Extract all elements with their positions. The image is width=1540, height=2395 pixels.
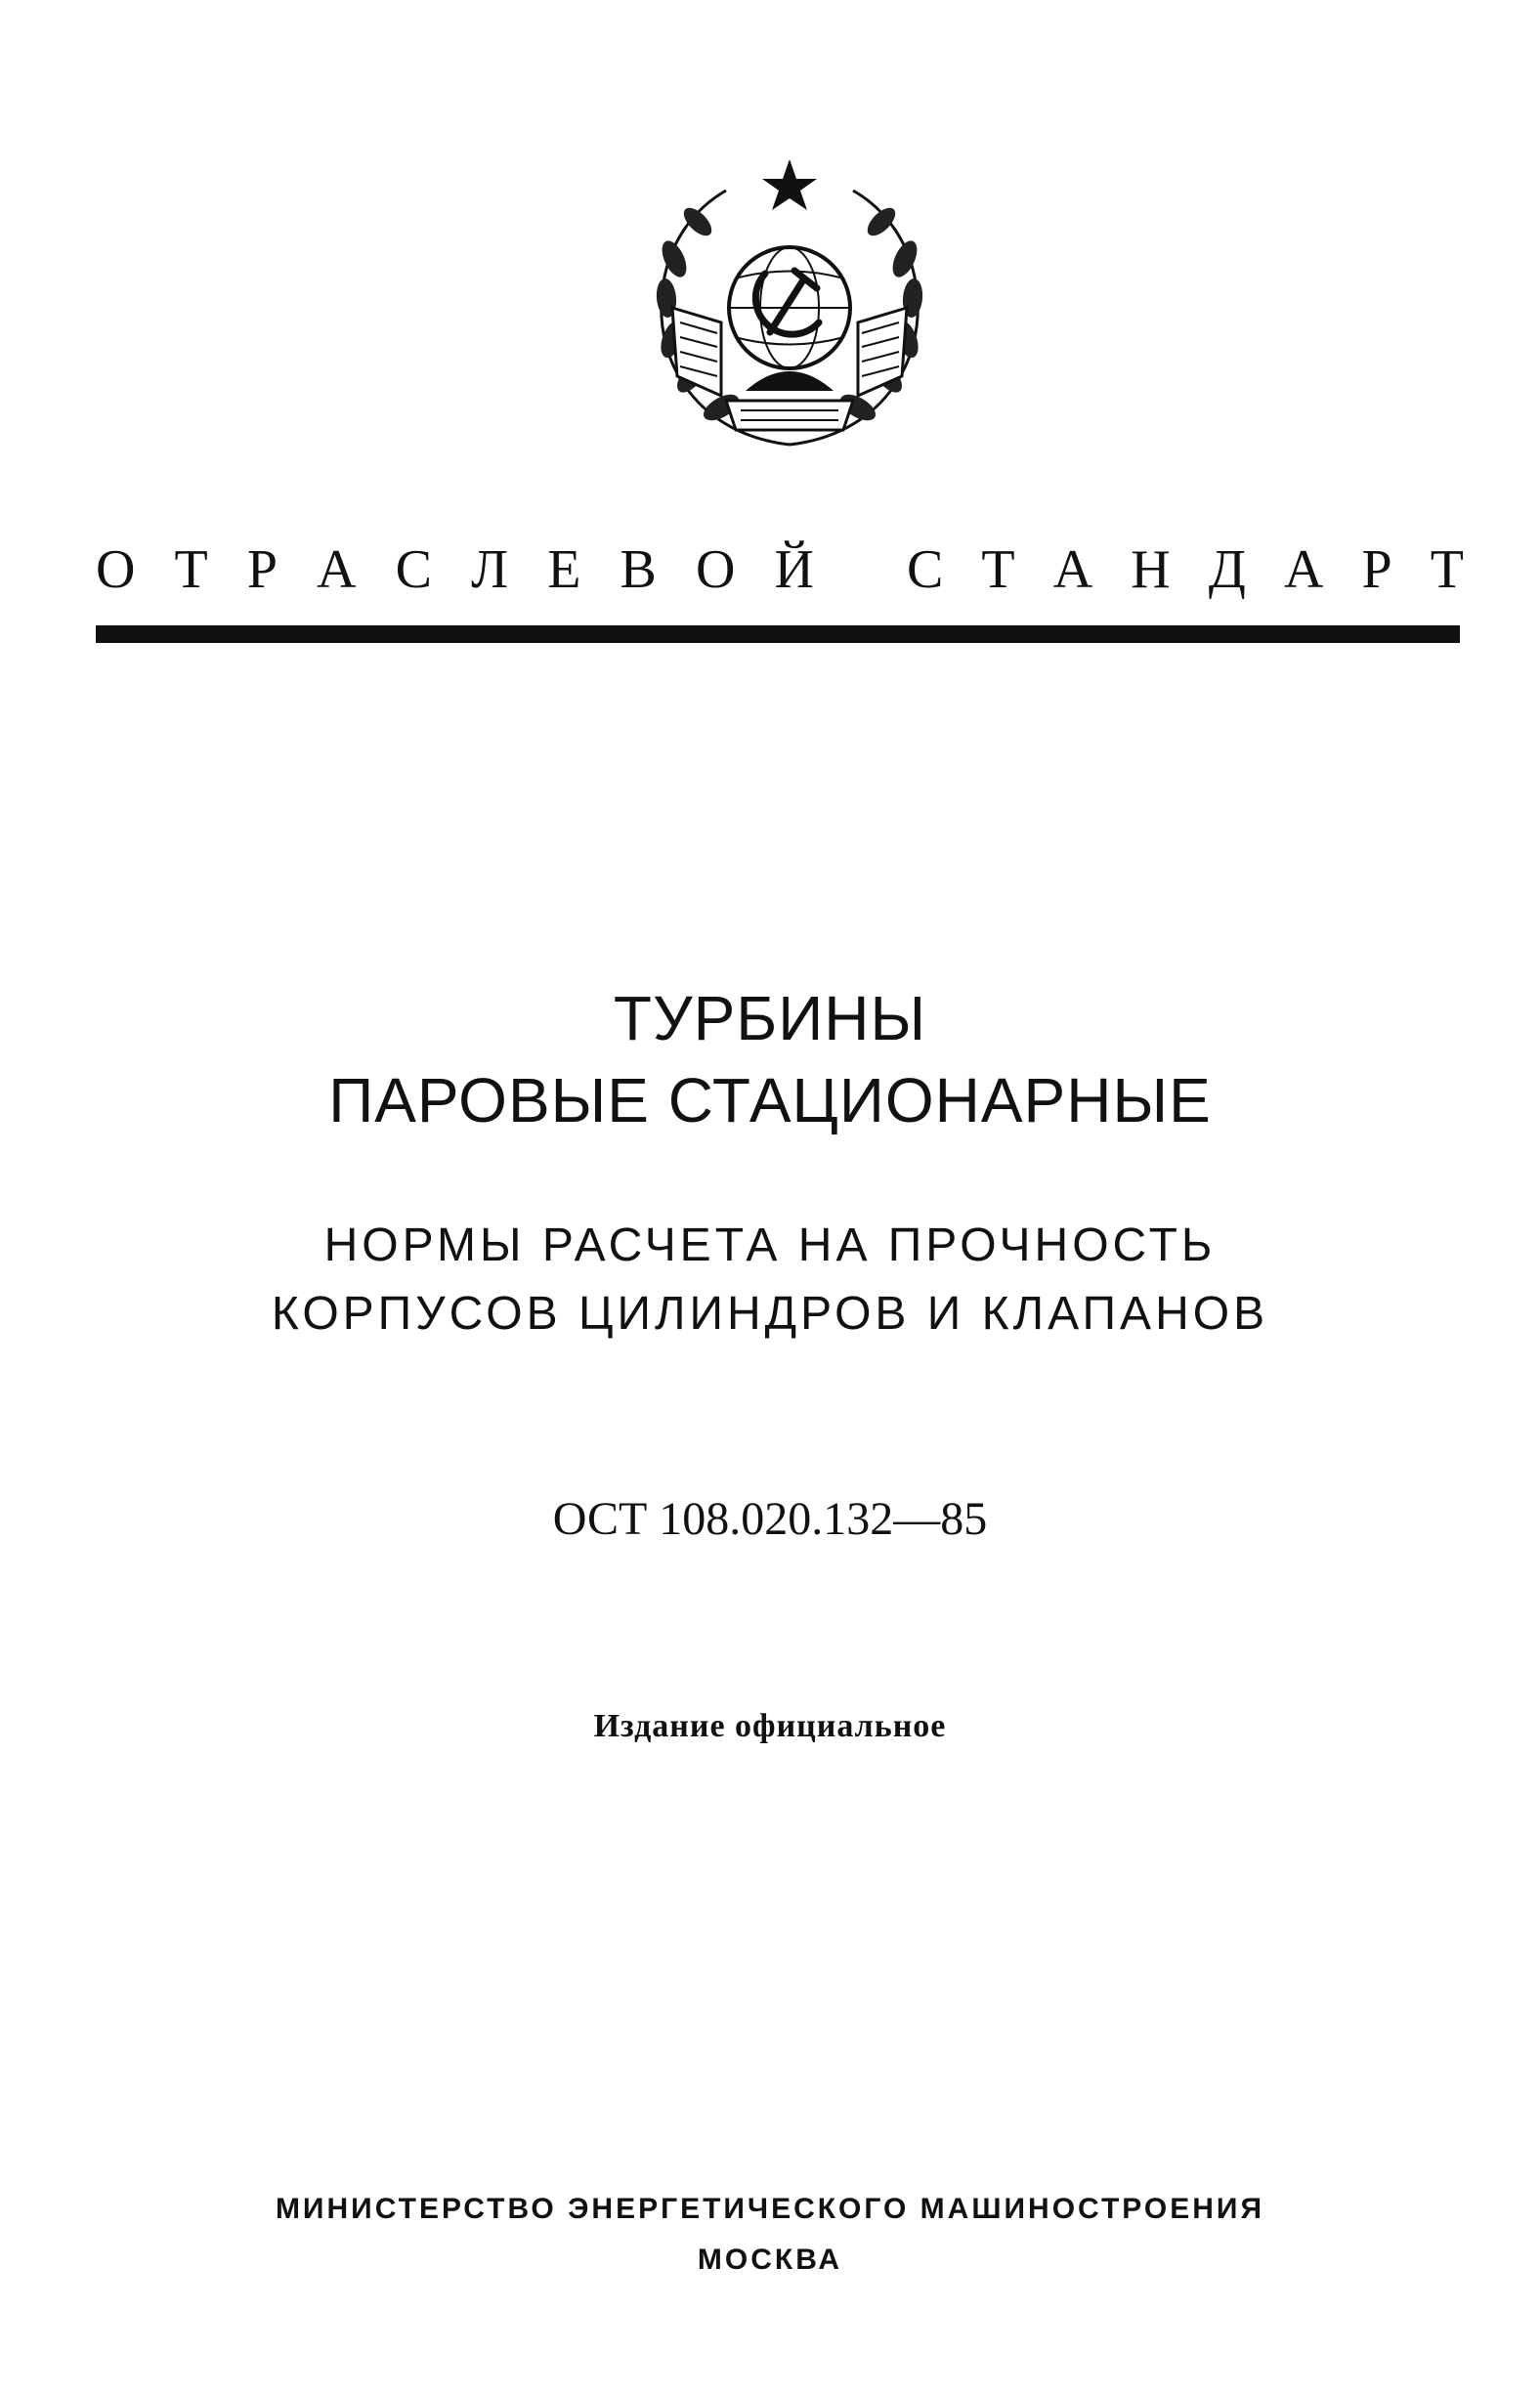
- header-rule: [96, 625, 1460, 643]
- category-letter: Л: [471, 539, 509, 600]
- category-letter: В: [620, 539, 657, 600]
- document-category: [96, 535, 1464, 604]
- category-letter: С: [395, 539, 433, 600]
- title-line-2: ПАРОВЫЕ СТАЦИОНАРНЫЕ: [328, 1065, 1212, 1135]
- document-subtitle: [0, 1212, 1540, 1348]
- category-word-1: [96, 538, 814, 601]
- category-letter: Р: [246, 539, 278, 600]
- publisher-ministry: МИНИСТЕРСТВО ЭНЕРГЕТИЧЕСКОГО МАШИНОСТРОЕНИЯ: [275, 2193, 1265, 2225]
- category-letter: О: [96, 539, 136, 600]
- category-letter: Р: [1361, 539, 1392, 600]
- category-letter: А: [317, 539, 357, 600]
- category-letter: А: [1284, 539, 1324, 600]
- category-letter: Е: [547, 539, 581, 600]
- category-letter: С: [907, 539, 944, 600]
- subtitle-line-2: КОРПУСОВ ЦИЛИНДРОВ И КЛАПАНОВ: [271, 1288, 1269, 1340]
- category-letter: О: [695, 539, 736, 600]
- category-letter: Й: [774, 539, 814, 600]
- category-letter: А: [1052, 539, 1093, 600]
- publisher-city: МОСКВА: [697, 2244, 843, 2276]
- category-letter: Т: [981, 539, 1015, 600]
- document-title: [0, 977, 1540, 1141]
- title-line-1: ТУРБИНЫ: [613, 983, 927, 1053]
- category-letter: Т: [174, 539, 208, 600]
- subtitle-line-1: НОРМЫ РАСЧЕТА НА ПРОЧНОСТЬ: [323, 1219, 1217, 1271]
- category-letter: Н: [1131, 539, 1171, 600]
- ussr-state-emblem-icon: [633, 151, 946, 464]
- category-letter: Д: [1208, 539, 1246, 600]
- category-letter: Т: [1430, 539, 1464, 600]
- category-word-2: [907, 538, 1464, 601]
- standard-code: ОСТ 108.020.132—85: [552, 1493, 988, 1545]
- edition-note: Издание официальное: [593, 1708, 947, 1744]
- publisher: [0, 2184, 1540, 2286]
